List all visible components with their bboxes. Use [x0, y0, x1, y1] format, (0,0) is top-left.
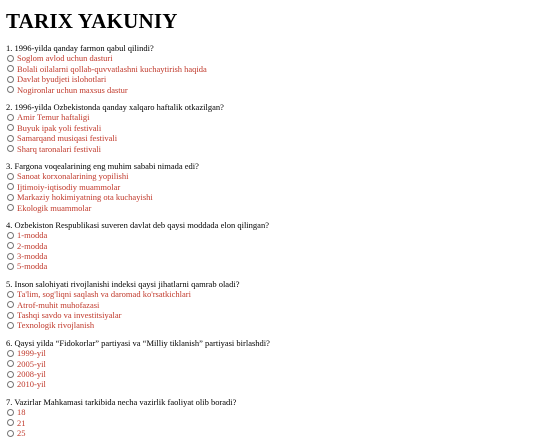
page-title: TARIX YAKUNIY — [6, 9, 178, 33]
radio-button[interactable] — [7, 360, 14, 367]
radio-button[interactable] — [7, 381, 14, 388]
answer-option[interactable] — [6, 133, 534, 143]
question-text: 1. 1996-yilda qanday farmon qabul qilindi? — [6, 43, 154, 53]
answer-option-label[interactable]: Tashqi savdo va investitsiyalar — [17, 310, 122, 321]
answer-option[interactable] — [6, 261, 534, 271]
answer-option-label[interactable]: 2008-yil — [17, 369, 46, 380]
radio-button[interactable] — [7, 242, 14, 249]
question-block — [6, 220, 534, 272]
radio-button[interactable] — [7, 409, 14, 416]
radio-button[interactable] — [7, 371, 14, 378]
answer-option[interactable] — [6, 144, 534, 154]
radio-button[interactable] — [7, 145, 14, 152]
radio-button[interactable] — [7, 419, 14, 426]
answer-option-label[interactable]: Markaziy hokimiyatning ota kuchayishi — [17, 192, 153, 203]
answer-option[interactable] — [6, 428, 534, 438]
question-text: 2. 1996-yilda Ozbekistonda qanday xalqaro haftalik otkazilgan? — [6, 101, 224, 112]
answer-option[interactable] — [6, 112, 534, 122]
question-block — [6, 338, 534, 390]
answer-option[interactable] — [6, 123, 534, 133]
answer-option-label[interactable]: Ta'lim, sog'liqni saqlash va daromad ko'rsatkichlari — [17, 289, 191, 300]
answer-option-label[interactable]: 1999-yil — [17, 348, 46, 359]
answer-option-label[interactable]: 21 — [17, 417, 26, 428]
radio-button[interactable] — [7, 183, 14, 190]
radio-button[interactable] — [7, 194, 14, 201]
question-block — [6, 43, 534, 95]
answer-option[interactable] — [6, 241, 534, 251]
radio-button[interactable] — [7, 263, 14, 270]
answer-option[interactable] — [6, 300, 534, 310]
question-block — [6, 397, 534, 438]
answer-option-label[interactable]: 2010-yil — [17, 379, 46, 390]
radio-button[interactable] — [7, 350, 14, 357]
answer-option-label[interactable]: Atrof-muhit muhofazasi — [17, 299, 100, 310]
answer-option[interactable] — [6, 203, 534, 213]
answer-option[interactable] — [6, 379, 534, 389]
radio-button[interactable] — [7, 76, 14, 83]
radio-button[interactable] — [7, 124, 14, 131]
question-text: 4. Ozbekiston Respublikasi suveren davlat deb qaysi moddada elon qilingan? — [6, 219, 269, 230]
answer-option-label[interactable]: 3-modda — [17, 251, 48, 262]
question-list — [6, 43, 534, 438]
answer-option[interactable] — [6, 64, 534, 74]
answer-option-label[interactable]: Nogironlar uchun maxsus dastur — [17, 84, 128, 95]
radio-button[interactable] — [7, 65, 14, 72]
answer-option-label[interactable]: Amir Temur haftaligi — [17, 112, 90, 123]
question-text: 7. Vazirlar Mahkamasi tarkibida necha vazirlik faoliyat olib boradi? — [6, 396, 237, 407]
answer-option-label[interactable]: Davlat byudjeti islohotlari — [17, 74, 107, 85]
answer-option-label[interactable]: 2-modda — [17, 240, 48, 251]
answer-option-label[interactable]: Soglom avlod uchun dasturi — [17, 53, 113, 64]
radio-button[interactable] — [7, 204, 14, 211]
question-text: 5. Inson salohiyati rivojlanishi indeksi qaysi jihatlarni qamrab oladi? — [6, 278, 240, 289]
answer-option[interactable] — [6, 359, 534, 369]
radio-button[interactable] — [7, 232, 14, 239]
answer-option[interactable] — [6, 182, 534, 192]
answer-option-label[interactable]: 1-modda — [17, 230, 48, 241]
answer-option[interactable] — [6, 53, 534, 63]
answer-option-label[interactable]: Texnologik rivojlanish — [17, 320, 95, 331]
answer-option[interactable] — [6, 348, 534, 358]
radio-button[interactable] — [7, 173, 14, 180]
radio-button[interactable] — [7, 430, 14, 437]
question-block — [6, 279, 534, 331]
question-text: 6. Qaysi yilda “Fidokorlar” partiyasi va “Milliy tiklanish” partiyasi birlashdi? — [6, 337, 270, 348]
answer-option-label[interactable]: 5-modda — [17, 261, 48, 272]
answer-option-label[interactable]: Sanoat korxonalarining yopilishi — [17, 171, 129, 182]
answer-option[interactable] — [6, 171, 534, 181]
radio-button[interactable] — [7, 135, 14, 142]
radio-button[interactable] — [7, 55, 14, 62]
answer-option-label[interactable]: Bolali oilalarni qollab-quvvatlashni kuchaytirish haqida — [17, 63, 207, 74]
answer-option[interactable] — [6, 320, 534, 330]
radio-button[interactable] — [7, 312, 14, 319]
radio-button[interactable] — [7, 253, 14, 260]
answer-option[interactable] — [6, 418, 534, 428]
answer-option[interactable] — [6, 74, 534, 84]
answer-option[interactable] — [6, 310, 534, 320]
radio-button[interactable] — [7, 86, 14, 93]
answer-option-label[interactable]: Sharq taronalari festivali — [17, 143, 102, 154]
answer-option[interactable] — [6, 230, 534, 240]
answer-option-label[interactable]: 25 — [17, 428, 26, 438]
answer-option[interactable] — [6, 289, 534, 299]
radio-button[interactable] — [7, 301, 14, 308]
question-block — [6, 102, 534, 154]
question-block — [6, 161, 534, 213]
answer-option-label[interactable]: 2005-yil — [17, 358, 46, 369]
radio-button[interactable] — [7, 291, 14, 298]
radio-button[interactable] — [7, 114, 14, 121]
answer-option-label[interactable]: 18 — [17, 407, 26, 418]
answer-option[interactable] — [6, 407, 534, 417]
answer-option-label[interactable]: Ijtimoiy-iqtisodiy muammolar — [17, 181, 121, 192]
answer-option-label[interactable]: Buyuk ipak yoli festivali — [17, 122, 102, 133]
question-text: 3. Fargona voqealarining eng muhim sababi nimada edi? — [6, 160, 199, 171]
answer-option[interactable] — [6, 251, 534, 261]
answer-option-label[interactable]: Samarqand musiqasi festivali — [17, 133, 118, 144]
answer-option[interactable] — [6, 192, 534, 202]
answer-option[interactable] — [6, 85, 534, 95]
radio-button[interactable] — [7, 322, 14, 329]
answer-option[interactable] — [6, 369, 534, 379]
answer-option-label[interactable]: Ekologik muammolar — [17, 202, 92, 213]
